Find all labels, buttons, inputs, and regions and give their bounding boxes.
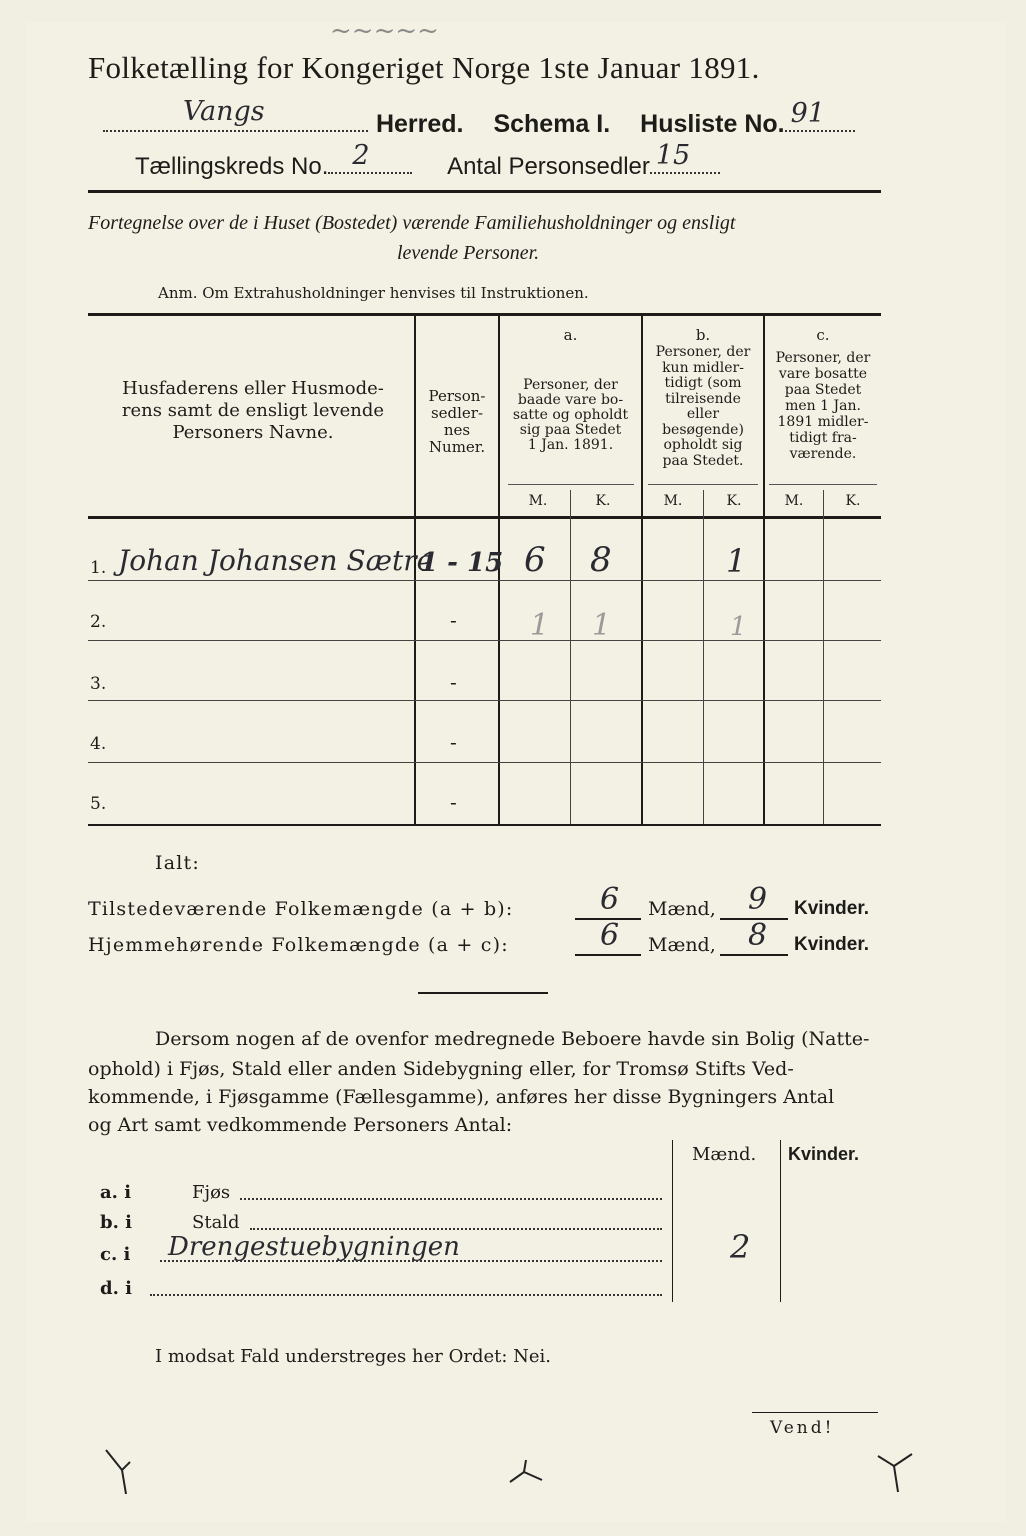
col-header-numer-line-1: Person-	[428, 387, 486, 405]
lower-col-divider-1	[672, 1140, 673, 1302]
col-header-a	[500, 378, 641, 453]
vend-rule	[752, 1412, 878, 1413]
intro-line-1: Fortegnelse over de i Huset (Bostedet) værende Familiehusholdninger og ensligt	[88, 212, 736, 234]
col-header-names-line-1: Husfaderens eller Husmode-	[122, 378, 384, 399]
col-header-a-line-4: sig paa Stedet	[519, 422, 622, 438]
header-rule	[88, 190, 881, 193]
row-5-number: 5.	[90, 794, 107, 814]
col-header-a-letter: a.	[563, 326, 578, 344]
row-4-rule	[88, 762, 881, 763]
item-d-label: d. i	[100, 1278, 132, 1299]
col-a-k-label: K.	[595, 493, 611, 509]
lower-col-kvinder: Kvinder.	[788, 1144, 860, 1164]
col-header-names	[98, 378, 408, 444]
col-header-b-letter: b.	[695, 326, 711, 344]
antal-label: Antal Personsedler	[447, 153, 650, 180]
row-1-a-k: 8	[590, 540, 612, 580]
item-c-dots	[160, 1260, 662, 1262]
mk-rule-c	[769, 484, 877, 485]
row-1-numer: 1 - 15	[420, 548, 504, 578]
col-a-m-label: M.	[528, 493, 548, 509]
col-header-c-line-4: men 1 Jan.	[785, 398, 861, 414]
herred-field	[103, 96, 368, 132]
row-4-number: 4.	[90, 734, 107, 754]
item-b-label: b. i	[100, 1212, 132, 1233]
col-header-c	[765, 350, 881, 462]
row-2-rule	[88, 640, 881, 641]
col-header-b	[643, 345, 763, 469]
lower-paragraph-line-2: ophold) i Fjøs, Stald eller anden Sidebygning eller, for Tromsø Stifts Ved-	[88, 1058, 794, 1080]
item-a-text: Fjøs	[192, 1182, 231, 1203]
totals-line-1-maend: Mænd,	[648, 898, 716, 920]
totals-line-2-label: Hjemmehørende Folkemængde (a + c):	[88, 934, 509, 956]
col-header-names-line-2: rens samt de ensligt levende	[121, 400, 385, 421]
col-b-m-label: M.	[663, 493, 683, 509]
item-d-dots	[150, 1294, 662, 1296]
item-c-maend-value: 2	[730, 1228, 751, 1266]
ialt-label: Ialt:	[155, 852, 200, 874]
kreds-label: Tællingskreds No.	[135, 153, 329, 180]
section-divider	[418, 992, 548, 994]
col-header-b-line-8: paa Stedet.	[662, 452, 744, 469]
col-header-c-line-1: Personer, der	[775, 350, 871, 366]
anm-note: Anm. Om Extrahusholdninger henvises til Instruktionen.	[158, 284, 589, 302]
totals-line-1-m: 6	[600, 882, 620, 917]
col-header-numer	[416, 388, 498, 456]
row-3-rule	[88, 700, 881, 701]
herred-label: Herred.	[375, 110, 464, 138]
row-3-number: 3.	[90, 674, 107, 694]
row-2-a-k: 1	[592, 608, 612, 643]
item-a-dots	[240, 1198, 662, 1200]
col-header-a-line-1: Personer, der	[523, 377, 618, 393]
col-header-c-line-6: tidigt fra-	[789, 430, 857, 446]
col-header-b-line-1: Personer, der	[655, 344, 751, 360]
lower-col-maend: Mænd.	[692, 1144, 757, 1165]
row-5-numer: -	[450, 790, 457, 814]
corner-mark-center-icon	[508, 1458, 548, 1488]
col-header-numer-line-4: Numer.	[428, 438, 486, 456]
lower-col-divider-2	[780, 1140, 781, 1302]
col-c-k-label: K.	[845, 493, 861, 509]
table-bottom-rule	[88, 824, 881, 826]
mk-sub-divider-a	[570, 490, 571, 824]
page-title: Folketælling for Kongeriget Norge 1ste Januar 1891.	[88, 50, 760, 85]
totals-line-1-label: Tilstedeværende Folkemængde (a + b):	[88, 898, 514, 920]
schema-label: Schema I.	[493, 110, 611, 138]
mk-sub-divider-b	[703, 490, 704, 824]
col-header-a-line-5: 1 Jan. 1891.	[527, 437, 614, 453]
mk-rule-a	[508, 484, 634, 485]
col-header-numer-line-3: nes	[443, 421, 471, 439]
row-2-numer: -	[450, 608, 457, 632]
totals-line-2-m-underline	[575, 954, 641, 956]
row-1-rule	[88, 580, 881, 581]
col-c-m-label: M.	[784, 493, 804, 509]
col-header-c-letter: c.	[816, 326, 830, 344]
item-c-handwriting: Drengestuebygningen	[168, 1232, 460, 1262]
husliste-label: Husliste No.	[640, 110, 785, 138]
herred-value: Vangs	[183, 96, 265, 127]
col-header-b-line-5: eller	[686, 406, 720, 422]
lower-paragraph-line-3: kommende, i Fjøsgamme (Fællesgamme), anføres her disse Bygningers Antal	[88, 1086, 835, 1108]
lower-paragraph-line-1: Dersom nogen af de ovenfor medregnede Beboere havde sin Bolig (Natte-	[155, 1028, 870, 1050]
col-header-c-line-7: værende.	[789, 446, 857, 462]
row-2-number: 2.	[90, 612, 107, 632]
antal-field	[650, 140, 720, 174]
nei-instruction: I modsat Fald understreges her Ordet: Nei.	[155, 1346, 552, 1367]
husliste-value: 91	[790, 98, 825, 129]
husliste-field	[785, 98, 855, 132]
col-header-b-line-7: opholdt sig	[663, 437, 743, 453]
col-b-k-label: K.	[726, 493, 742, 509]
mk-sub-divider-c	[823, 490, 824, 824]
col-header-b-line-2: kun midler-	[662, 359, 744, 376]
totals-line-2-kvinder: Kvinder.	[794, 934, 869, 955]
lower-paragraph-line-4: og Art samt vedkommende Personers Antal:	[88, 1114, 513, 1136]
row-1-number: 1.	[90, 558, 107, 578]
col-header-b-line-6: besøgende)	[662, 421, 744, 438]
row-4-numer: -	[450, 730, 457, 754]
col-header-c-line-5: 1891 midler-	[777, 414, 869, 430]
kreds-value: 2	[352, 140, 370, 171]
corner-mark-left-icon	[104, 1448, 144, 1498]
item-b-text: Stald	[192, 1212, 240, 1233]
item-c-label: c. i	[100, 1244, 131, 1265]
totals-line-2-k: 8	[748, 918, 768, 953]
totals-line-1-k: 9	[748, 882, 768, 917]
totals-line-2-maend: Mænd,	[648, 934, 716, 956]
col-header-a-line-3: satte og opholdt	[512, 407, 629, 423]
herred-line	[103, 96, 855, 139]
col-header-b-line-4: tilreisende	[665, 390, 741, 407]
col-header-a-line-2: baade vare bo-	[517, 392, 624, 408]
antal-value: 15	[655, 140, 691, 171]
top-pencil-scribble: ~~~~~	[330, 16, 439, 46]
totals-line-2-m: 6	[600, 918, 620, 953]
col-header-names-line-3: Personers Navne.	[172, 422, 334, 443]
col-header-numer-line-2: sedler-	[430, 404, 484, 422]
intro-line-2: levende Personer.	[397, 242, 540, 264]
corner-mark-right-icon	[876, 1452, 916, 1496]
kreds-field	[328, 140, 412, 174]
row-1-a-m: 6	[524, 540, 546, 580]
totals-line-2-k-underline	[720, 954, 788, 956]
row-1-b-k: 1	[726, 542, 747, 580]
totals-line-1-kvinder: Kvinder.	[794, 898, 869, 919]
vend-label: Vend!	[770, 1418, 835, 1438]
col-header-b-line-3: tidigt (som	[664, 375, 742, 391]
mk-rule-b	[648, 484, 758, 485]
kreds-line	[135, 140, 720, 181]
col-header-c-line-3: paa Stedet	[784, 382, 862, 398]
item-b-dots	[250, 1228, 662, 1230]
row-2-a-m: 1	[530, 608, 550, 643]
row-2-b-k: 1	[730, 612, 747, 642]
row-1-name: Johan Johansen Sætre	[118, 544, 434, 577]
row-3-numer: -	[450, 670, 457, 694]
item-a-label: a. i	[100, 1182, 132, 1203]
col-header-c-line-2: vare bosatte	[778, 366, 868, 382]
